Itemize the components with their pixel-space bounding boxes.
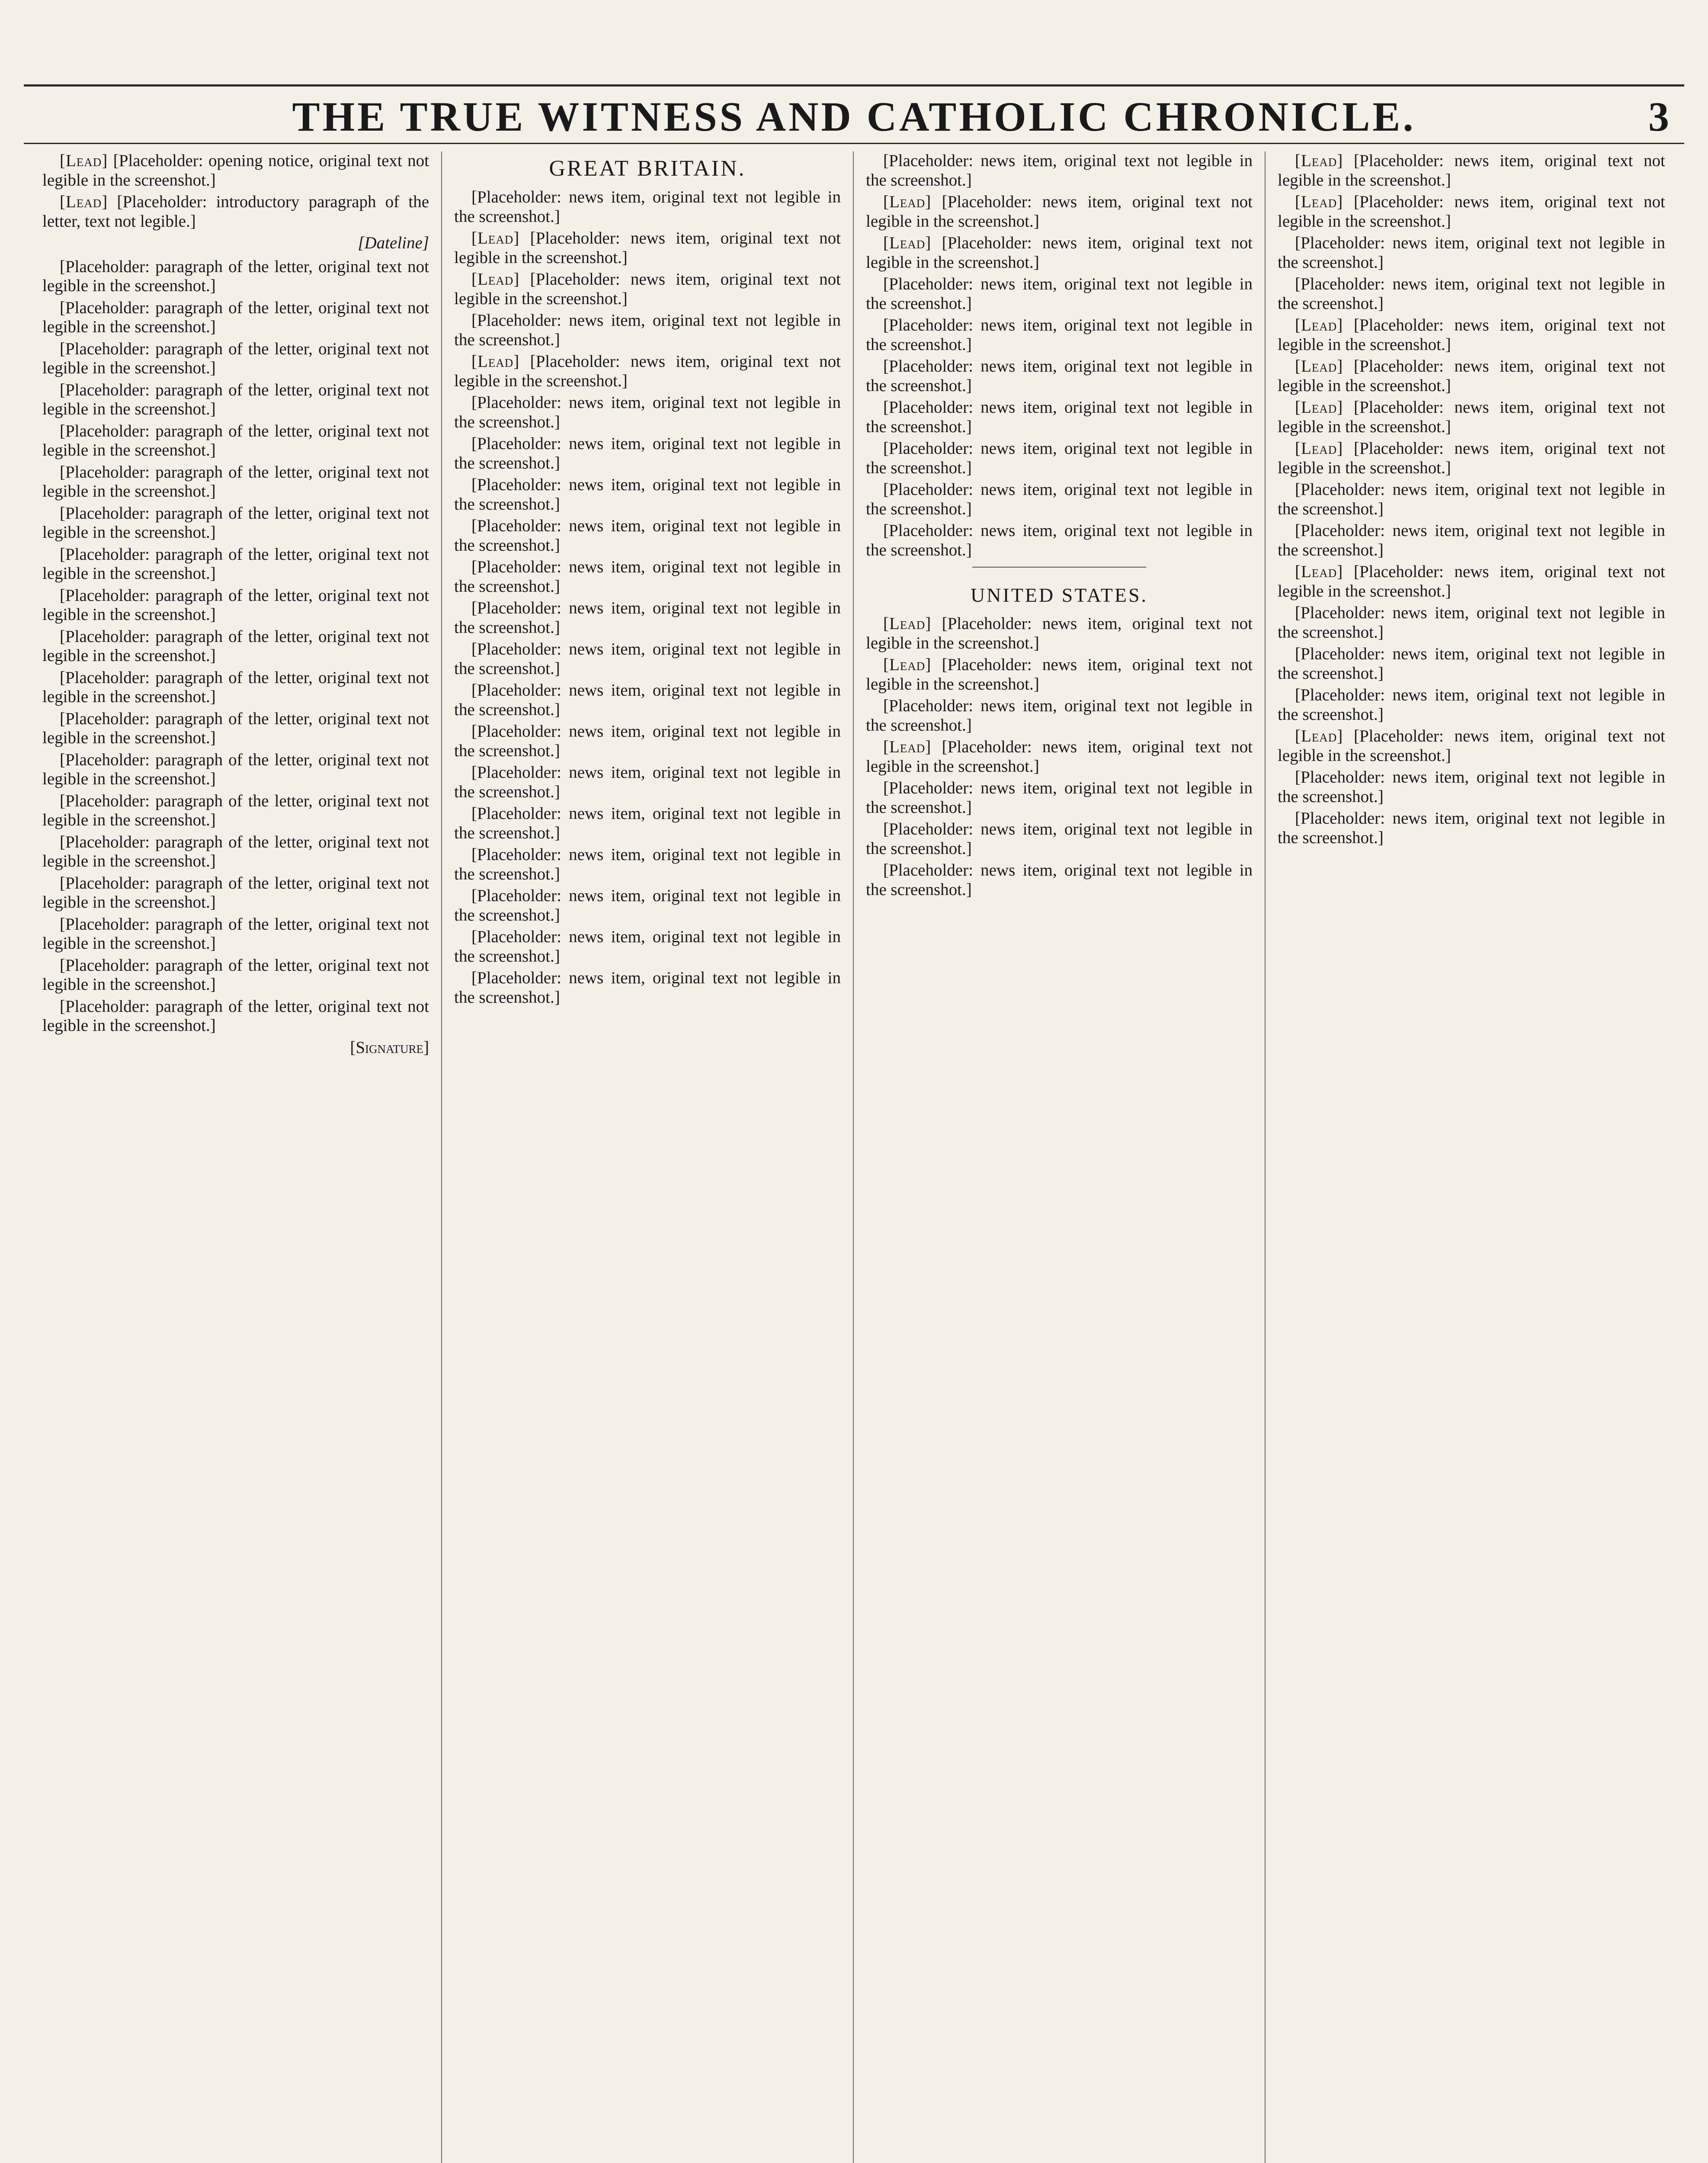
article-text: [Placeholder: paragraph of the letter, original text not legible in the screenshot.] (42, 832, 429, 870)
article-text: [Placeholder: news item, original text not legible in the screenshot.] (866, 779, 1253, 817)
section-divider (972, 567, 1146, 568)
article-text: [Placeholder: news item, original text not legible in the screenshot.] (454, 886, 841, 924)
article-paragraph (454, 599, 841, 637)
article-paragraph (454, 229, 841, 267)
article-text: [Placeholder: paragraph of the letter, original text not legible in the screenshot.] (42, 873, 429, 911)
article-text: [Placeholder: news item, original text not legible in the screenshot.] (454, 845, 841, 883)
article-columns (30, 151, 1678, 2163)
article-lead: [Lead] (1295, 151, 1343, 170)
article-paragraph (1278, 562, 1665, 601)
article-paragraph (1278, 357, 1665, 395)
article-text: [Placeholder: news item, original text not legible in the screenshot.] (1278, 809, 1665, 847)
article-text: [Placeholder: news item, original text not legible in the screenshot.] (1278, 193, 1666, 231)
article-text: [Placeholder: paragraph of the letter, original text not legible in the screenshot.] (42, 791, 429, 829)
article-paragraph (866, 234, 1253, 272)
article-paragraph (1278, 151, 1665, 190)
column-1 (30, 151, 442, 2163)
article-lead: [Lead] (1295, 316, 1343, 334)
article-text: [Placeholder: news item, original text not legible in the screenshot.] (866, 234, 1253, 272)
article-text: [Placeholder: news item, original text not legible in the screenshot.] (866, 316, 1253, 354)
section-heading: UNITED STATES. (970, 584, 1148, 606)
article-lead: [Lead] (60, 151, 108, 170)
article-paragraph (454, 517, 841, 555)
article-paragraph (42, 751, 429, 789)
article-paragraph (454, 558, 841, 596)
article-paragraph (42, 422, 429, 460)
article-paragraph (42, 668, 429, 707)
article-paragraph (454, 188, 841, 226)
article-text: [Placeholder: news item, original text not legible in the screenshot.] (866, 439, 1253, 477)
article-paragraph (454, 845, 841, 884)
article-paragraph (454, 352, 841, 391)
article-text: [Placeholder: paragraph of the letter, original text not legible in the screenshot.] (42, 257, 429, 295)
article-text: [Placeholder: paragraph of the letter, original text not legible in the screenshot.] (42, 462, 429, 501)
article-paragraph (42, 545, 429, 584)
article-text: [Placeholder: news item, original text not legible in the screenshot.] (866, 357, 1253, 395)
article-text: [Placeholder: news item, original text not legible in the screenshot.] (454, 640, 841, 678)
article-paragraph (1278, 686, 1665, 724)
article-paragraph (42, 997, 429, 1036)
article-text: [Placeholder: news item, original text not legible in the screenshot.] (866, 151, 1253, 189)
article-paragraph (866, 696, 1253, 735)
article-text: [Placeholder: news item, original text not legible in the screenshot.] (866, 398, 1253, 436)
article-text: [Placeholder: news item, original text not legible in the screenshot.] (454, 475, 841, 513)
article-paragraph (866, 779, 1253, 817)
article-text: [Placeholder: news item, original text not legible in the screenshot.] (454, 804, 841, 842)
article-paragraph (454, 270, 841, 308)
article-text: [Placeholder: news item, original text not legible in the screenshot.] (1278, 521, 1665, 559)
article-text: [Placeholder: news item, original text not legible in the screenshot.] (454, 763, 841, 801)
article-text: [Placeholder: opening notice, original text not legible in the screenshot.] (42, 151, 429, 189)
article-paragraph (454, 681, 841, 719)
article-paragraph (1278, 809, 1665, 847)
article-text: [Placeholder: news item, original text not legible in the screenshot.] (454, 393, 841, 431)
article-text: [Placeholder: news item, original text not legible in the screenshot.] (1278, 151, 1666, 189)
article-paragraph (866, 275, 1253, 313)
article-paragraph (866, 738, 1253, 776)
article-text: [Placeholder: news item, original text not legible in the screenshot.] (1278, 645, 1665, 683)
article-text: [Placeholder: news item, original text not legible in the screenshot.] (1278, 480, 1665, 518)
article-text: [Placeholder: news item, original text not legible in the screenshot.] (1278, 603, 1665, 642)
article-text: [Placeholder: paragraph of the letter, original text not legible in the screenshot.] (42, 668, 429, 706)
article-paragraph (454, 722, 841, 761)
masthead-title: THE TRUE WITNESS AND CATHOLIC CHRONICLE. (292, 93, 1416, 140)
article-paragraph (866, 861, 1253, 899)
article-paragraph (866, 655, 1253, 694)
article-paragraph (866, 521, 1253, 560)
article-lead: [Lead] (471, 229, 520, 247)
article-text: [Placeholder: news item, original text not legible in the screenshot.] (1278, 316, 1666, 354)
article-paragraph (42, 586, 429, 625)
article-text: [Placeholder: news item, original text not legible in the screenshot.] (454, 927, 841, 966)
article-text: [Placeholder: news item, original text not legible in the screenshot.] (454, 352, 841, 390)
article-text: [Placeholder: news item, original text not legible in the screenshot.] (454, 969, 841, 1007)
article-text: [Placeholder: paragraph of the letter, original text not legible in the screenshot.] (42, 956, 429, 994)
article-paragraph (42, 504, 429, 542)
article-lead: [Lead] (883, 614, 932, 633)
article-paragraph (1278, 480, 1665, 519)
article-lead: [Lead] (1295, 727, 1343, 745)
article-text: [Placeholder: news item, original text not legible in the screenshot.] (454, 722, 841, 760)
article-text: [Placeholder: news item, original text not legible in the screenshot.] (1278, 727, 1666, 765)
article-text: [Placeholder: news item, original text not legible in the screenshot.] (454, 681, 841, 719)
article-paragraph (1278, 275, 1665, 313)
article-paragraph (454, 475, 841, 514)
article-paragraph (42, 298, 429, 337)
article-paragraph (866, 439, 1253, 478)
article-paragraph (42, 874, 429, 912)
article-text: [Placeholder: news item, original text not legible in the screenshot.] (454, 517, 841, 555)
article-paragraph (454, 434, 841, 473)
article-text: [Placeholder: news item, original text not legible in the screenshot.] (1278, 398, 1666, 436)
article-paragraph (1278, 603, 1665, 642)
article-paragraph (42, 792, 429, 830)
article-text: [Placeholder: paragraph of the letter, original text not legible in the screenshot.] (42, 504, 429, 542)
article-paragraph (1278, 316, 1665, 354)
article-lead: [Lead] (60, 193, 108, 211)
masthead-top-rule (24, 84, 1684, 87)
article-lead: [Lead] (1295, 439, 1343, 458)
page-number: 3 (1648, 93, 1669, 140)
article-paragraph (1278, 645, 1665, 683)
article-text: [Placeholder: news item, original text not legible in the screenshot.] (866, 820, 1253, 858)
article-paragraph (42, 709, 429, 748)
article-paragraph (1278, 193, 1665, 231)
article-text: [Placeholder: news item, original text not legible in the screenshot.] (454, 558, 841, 596)
article-text: [Placeholder: news item, original text not legible in the screenshot.] (454, 188, 841, 226)
article-text: [Placeholder: paragraph of the letter, original text not legible in the screenshot.] (42, 997, 429, 1035)
dateline: [Dateline] (358, 234, 429, 252)
article-text: [Placeholder: news item, original text not legible in the screenshot.] (454, 229, 841, 267)
article-text: [Placeholder: introductory paragraph of the letter, text not legible.] (42, 193, 429, 231)
article-text: [Placeholder: news item, original text not legible in the screenshot.] (866, 861, 1253, 899)
article-lead: [Lead] (1295, 193, 1343, 211)
article-paragraph (454, 393, 841, 432)
article-paragraph (42, 340, 429, 378)
article-paragraph (454, 927, 841, 966)
article-text: [Placeholder: paragraph of the letter, original text not legible in the screenshot.] (42, 545, 429, 583)
article-text: [Placeholder: news item, original text not legible in the screenshot.] (454, 434, 841, 472)
article-paragraph (866, 193, 1253, 231)
column-2 (442, 151, 854, 2163)
article-text: [Placeholder: news item, original text not legible in the screenshot.] (1278, 562, 1666, 600)
article-paragraph (454, 311, 841, 350)
article-paragraph (1278, 398, 1665, 436)
article-text: [Placeholder: paragraph of the letter, original text not legible in the screenshot.] (42, 915, 429, 953)
article-text: [Placeholder: paragraph of the letter, original text not legible in the screenshot.] (42, 586, 429, 624)
article-lead: [Lead] (1295, 562, 1343, 581)
article-paragraph (866, 357, 1253, 395)
article-lead: [Lead] (1295, 357, 1343, 375)
article-paragraph (866, 614, 1253, 653)
article-paragraph (42, 151, 429, 190)
article-paragraph (866, 316, 1253, 354)
article-text: [Placeholder: news item, original text not legible in the screenshot.] (454, 270, 841, 308)
article-paragraph (454, 763, 841, 802)
article-lead: [Lead] (883, 193, 932, 211)
article-paragraph (42, 915, 429, 953)
article-paragraph (42, 257, 429, 296)
article-text: [Placeholder: news item, original text not legible in the screenshot.] (1278, 357, 1666, 395)
article-text: [Placeholder: news item, original text not legible in the screenshot.] (1278, 768, 1665, 806)
article-text: [Placeholder: news item, original text not legible in the screenshot.] (866, 275, 1253, 313)
article-paragraph (1278, 439, 1665, 478)
masthead-bottom-rule (24, 143, 1684, 144)
signature: [Signature] (350, 1038, 429, 1057)
article-text: [Placeholder: news item, original text not legible in the screenshot.] (866, 614, 1253, 652)
article-text: [Placeholder: news item, original text not legible in the screenshot.] (866, 480, 1253, 518)
article-lead: [Lead] (883, 655, 932, 674)
article-paragraph (454, 804, 841, 843)
article-text: [Placeholder: paragraph of the letter, original text not legible in the screenshot.] (42, 298, 429, 336)
article-lead: [Lead] (471, 352, 520, 371)
article-text: [Placeholder: paragraph of the letter, original text not legible in the screenshot.] (42, 750, 429, 788)
article-paragraph (454, 640, 841, 678)
article-paragraph (866, 151, 1253, 190)
article-text: [Placeholder: paragraph of the letter, original text not legible in the screenshot.] (42, 339, 429, 377)
article-text: [Placeholder: news item, original text not legible in the screenshot.] (866, 738, 1253, 776)
column-4 (1266, 151, 1677, 2163)
article-paragraph (1278, 768, 1665, 806)
article-lead: [Lead] (883, 738, 932, 756)
article-paragraph (42, 956, 429, 995)
article-paragraph (454, 969, 841, 1007)
article-text: [Placeholder: news item, original text not legible in the screenshot.] (866, 193, 1253, 231)
article-paragraph (1278, 727, 1665, 765)
article-paragraph (1278, 521, 1665, 560)
article-paragraph (42, 463, 429, 501)
section-heading: GREAT BRITAIN. (549, 156, 746, 181)
article-paragraph (866, 480, 1253, 519)
article-paragraph (454, 886, 841, 925)
article-text: [Placeholder: news item, original text not legible in the screenshot.] (1278, 234, 1665, 272)
article-text: [Placeholder: news item, original text not legible in the screenshot.] (1278, 686, 1665, 724)
article-paragraph (42, 833, 429, 871)
column-3 (854, 151, 1266, 2163)
article-paragraph (1278, 234, 1665, 272)
article-text: [Placeholder: paragraph of the letter, original text not legible in the screenshot.] (42, 380, 429, 418)
article-text: [Placeholder: news item, original text not legible in the screenshot.] (454, 599, 841, 637)
article-lead: [Lead] (1295, 398, 1343, 417)
article-lead: [Lead] (883, 234, 932, 252)
article-text: [Placeholder: news item, original text not legible in the screenshot.] (866, 655, 1253, 693)
article-text: [Placeholder: news item, original text not legible in the screenshot.] (454, 311, 841, 349)
article-paragraph (42, 193, 429, 231)
article-text: [Placeholder: news item, original text not legible in the screenshot.] (866, 696, 1253, 735)
article-paragraph (42, 381, 429, 419)
article-paragraph (866, 820, 1253, 858)
article-lead: [Lead] (471, 270, 520, 289)
article-text: [Placeholder: news item, original text not legible in the screenshot.] (1278, 275, 1665, 313)
article-text: [Placeholder: news item, original text not legible in the screenshot.] (1278, 439, 1666, 477)
article-paragraph (42, 627, 429, 666)
article-text: [Placeholder: paragraph of the letter, original text not legible in the screenshot.] (42, 709, 429, 747)
article-paragraph (866, 398, 1253, 436)
article-text: [Placeholder: paragraph of the letter, original text not legible in the screenshot.] (42, 627, 429, 665)
article-text: [Placeholder: paragraph of the letter, original text not legible in the screenshot.] (42, 421, 429, 459)
article-text: [Placeholder: news item, original text not legible in the screenshot.] (866, 521, 1253, 559)
